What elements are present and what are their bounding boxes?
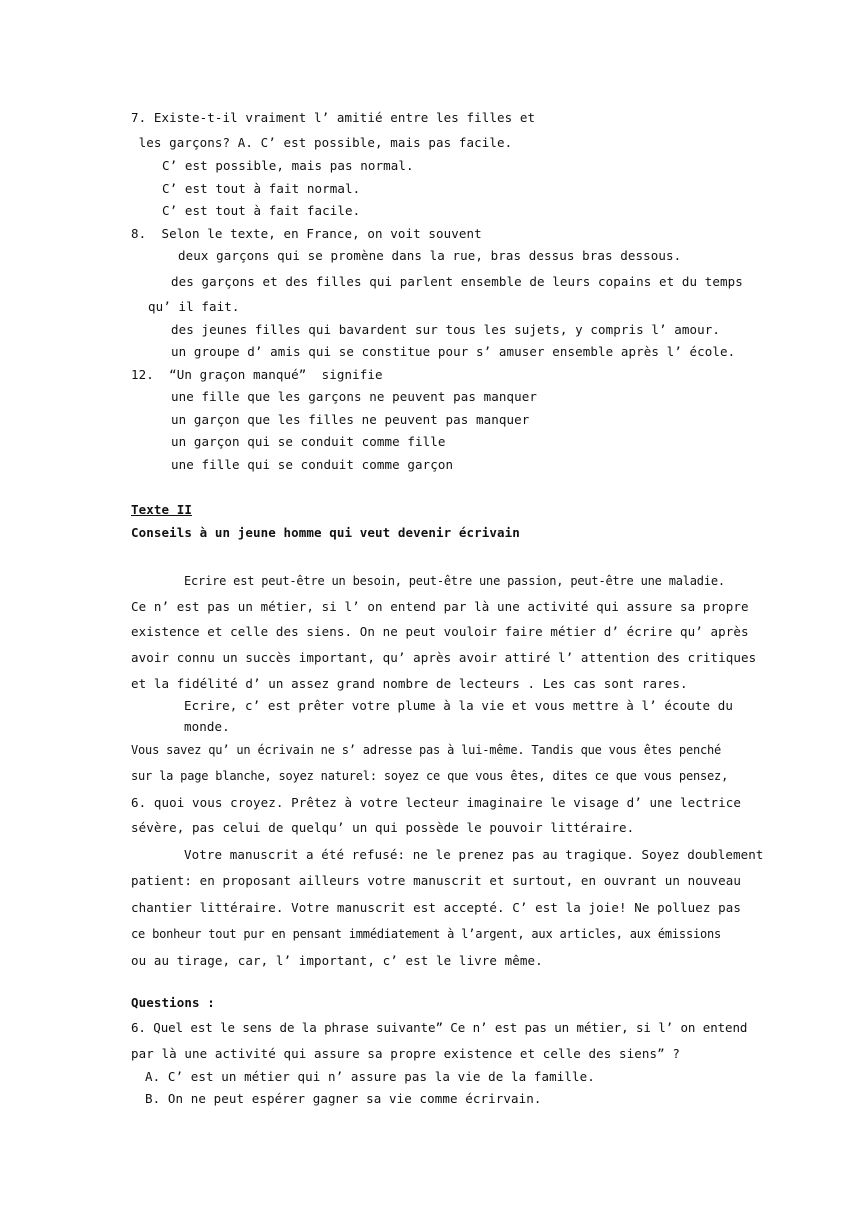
q7-line-1: 7. Existe-t-il vraiment l’ amitié entre les filles et	[131, 110, 536, 125]
q7-option-d: C’ est tout à fait facile.	[162, 203, 361, 218]
q8-option-b-line-2: qu’ il fait.	[148, 299, 240, 314]
p2-line-1: Ecrire, c’ est prêter votre plume à la vie et vous mettre à l’ écoute du	[184, 698, 734, 713]
p2-line-3: Vous savez qu’ un écrivain ne s’ adresse pas à lui-même. Tandis que vous êtes penché	[131, 743, 722, 757]
q12-option-c: un garçon qui se conduit comme fille	[171, 434, 446, 449]
q12-stem: 12. “Un graçon manqué” signifie	[131, 367, 383, 382]
texte-heading: Texte II	[131, 502, 193, 517]
p3-line-1: Votre manuscrit a été refusé: ne le prenez pas au tragique. Soyez doublement	[184, 847, 764, 862]
q7-option-c: C’ est tout à fait normal.	[162, 181, 361, 196]
q8-option-a: deux garçons qui se promène dans la rue, bras dessus bras dessous.	[178, 248, 682, 263]
q7-line-2: les garçons? A. C’ est possible, mais pas facile.	[131, 135, 513, 150]
q6-line-2: par là une activité qui assure sa propre existence et celle des siens” ?	[131, 1046, 681, 1061]
texte-title: Conseils à un jeune homme qui veut devenir écrivain	[131, 525, 520, 540]
p3-line-2: patient: en proposant ailleurs votre manuscrit et surtout, en ouvrant un nouveau	[131, 873, 742, 888]
q6-option-a: A. C’ est un métier qui n’ assure pas la vie de la famille.	[145, 1069, 595, 1084]
q8-option-c: des jeunes filles qui bavardent sur tous les sujets, y compris l’ amour.	[171, 322, 721, 337]
p2-line-5: 6. quoi vous croyez. Prêtez à votre lecteur imaginaire le visage d’ une lectrice	[131, 795, 742, 810]
q6-option-b: B. On ne peut espérer gagner sa vie comme écrirvain.	[145, 1091, 542, 1106]
p1-line-2: Ce n’ est pas un métier, si l’ on entend par là une activité qui assure sa propre	[131, 599, 749, 614]
q12-option-a: une fille que les garçons ne peuvent pas manquer	[171, 389, 538, 404]
q7-option-b: C’ est possible, mais pas normal.	[162, 158, 414, 173]
q8-stem: 8. Selon le texte, en France, on voit souvent	[131, 226, 482, 241]
p3-line-5: ou au tirage, car, l’ important, c’ est le livre même.	[131, 953, 543, 968]
q12-option-d: une fille qui se conduit comme garçon	[171, 457, 454, 472]
p2-line-4: sur la page blanche, soyez naturel: soyez ce que vous êtes, dites ce que vous pensez,	[131, 769, 729, 783]
q6-line-1: 6. Quel est le sens de la phrase suivante” Ce n’ est pas un métier, si l’ on entend	[131, 1020, 748, 1035]
q8-option-b-line-1: des garçons et des filles qui parlent ensemble de leurs copains et du temps	[171, 274, 743, 289]
q8-option-d: un groupe d’ amis qui se constitue pour s’ amuser ensemble après l’ école.	[171, 344, 736, 359]
p1-line-4: avoir connu un succès important, qu’ après avoir attiré l’ attention des critiques	[131, 650, 757, 665]
p3-line-4: ce bonheur tout pur en pensant immédiatement à l’argent, aux articles, aux émissions	[131, 927, 722, 941]
questions-heading: Questions :	[131, 995, 215, 1010]
p1-line-1: Ecrire est peut-être un besoin, peut-être une passion, peut-être une maladie.	[184, 574, 725, 588]
p2-line-2: monde.	[184, 719, 230, 734]
p1-line-3: existence et celle des siens. On ne peut vouloir faire métier d’ écrire qu’ après	[131, 624, 749, 639]
p1-line-5: et la fidélité d’ un assez grand nombre de lecteurs . Les cas sont rares.	[131, 676, 688, 691]
q12-option-b: un garçon que les filles ne peuvent pas manquer	[171, 412, 530, 427]
p3-line-3: chantier littéraire. Votre manuscrit est accepté. C’ est la joie! Ne polluez pas	[131, 900, 742, 915]
p2-line-6: sévère, pas celui de quelqu’ un qui possède le pouvoir littéraire.	[131, 820, 635, 835]
